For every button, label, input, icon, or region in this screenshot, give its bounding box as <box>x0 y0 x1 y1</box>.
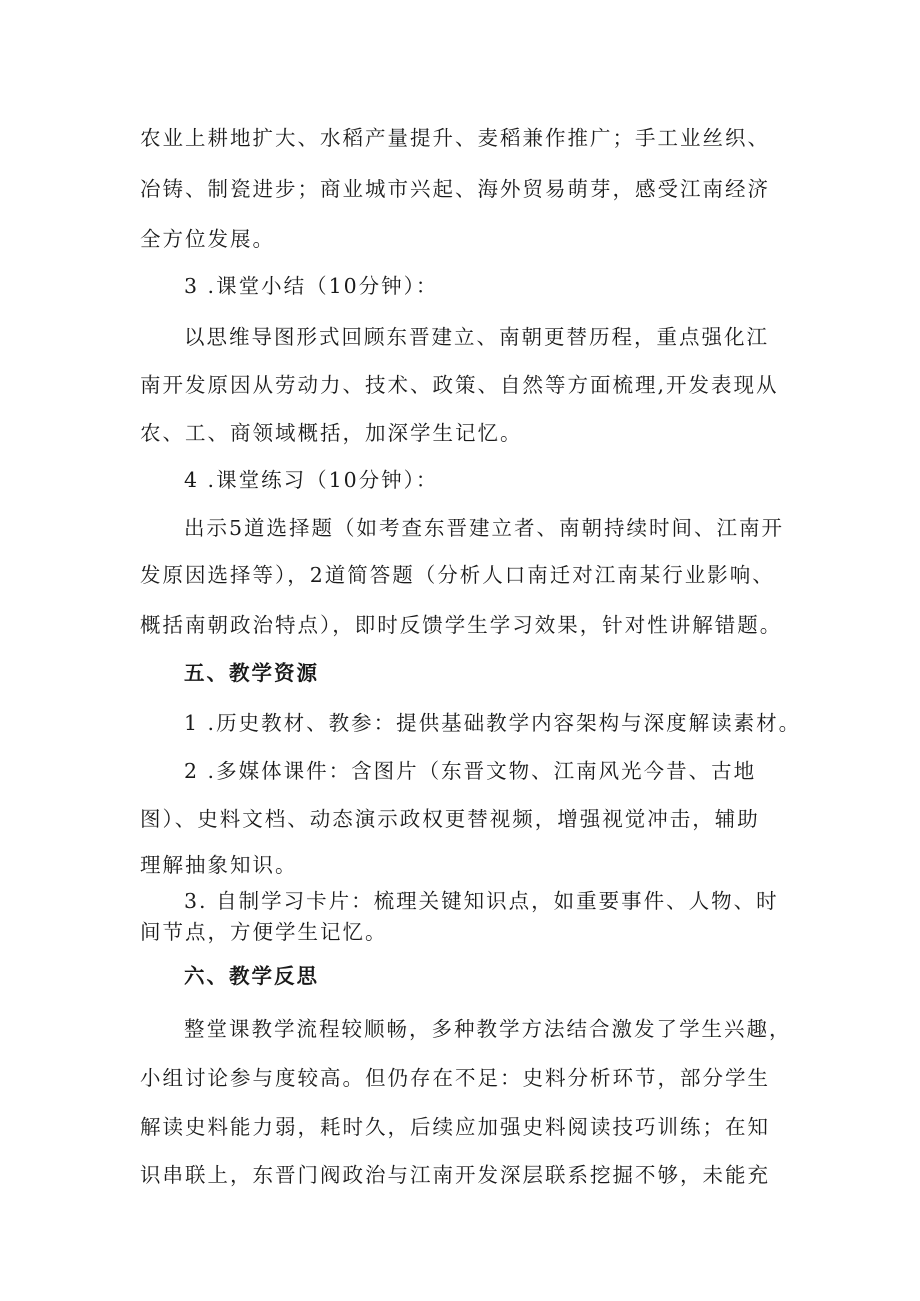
section-heading: 五、教学资源 <box>184 661 319 685</box>
body-text-line: 间节点，方便学生记忆。 <box>140 920 388 944</box>
body-text-line: 整堂课教学流程较顺畅，多种教学方法结合激发了学生兴趣， <box>184 1017 792 1041</box>
section-heading: 六、教学反思 <box>184 964 319 988</box>
body-text-line: 南开发原因从劳动力、技术、政策、自然等方面梳理,开发表现从 <box>140 373 779 397</box>
section-item-heading: 3 .课堂小结（10分钟）： <box>184 274 439 298</box>
body-text-line: 出示5道选择题（如考查东晋建立者、南朝持续时间、江南开 <box>184 516 785 540</box>
body-text-line: 图）、史料文档、动态演示政权更替视频，增强视觉冲击，辅助 <box>140 807 760 831</box>
body-text-line: 全方位发展。 <box>140 227 275 251</box>
body-text-line: 识串联上，东晋门阀政治与江南开发深层联系挖掘不够，未能充 <box>140 1163 770 1187</box>
body-text-line: 发原因选择等），2道简答题（分析人口南迁对江南某行业影响、 <box>140 563 775 587</box>
list-item: 1 .历史教材、教参：提供基础教学内容架构与深度解读素材。 <box>184 711 802 735</box>
list-item: 3. 自制学习卡片：梳理关键知识点，如重要事件、人物、时 <box>184 889 779 913</box>
body-text-line: 概括南朝政治特点），即时反馈学生学习效果，针对性讲解错题。 <box>140 613 783 637</box>
body-text-line: 冶铸、制瓷进步；商业城市兴起、海外贸易萌芽，感受江南经济 <box>140 177 770 201</box>
body-text-line: 农业上耕地扩大、水稻产量提升、麦稻兼作推广；手工业丝织、 <box>140 126 770 150</box>
body-text-line: 农、工、商领域概括，加深学生记忆。 <box>140 421 523 445</box>
list-item: 2 .多媒体课件：含图片（东晋文物、江南风光今昔、古地 <box>184 759 757 783</box>
body-text-line: 解读史料能力弱，耗时久，后续应加强史料阅读技巧训练；在知 <box>140 1115 770 1139</box>
body-text-line: 以思维导图形式回顾东晋建立、南朝更替历程，重点强化江 <box>184 325 769 349</box>
body-text-line: 理解抽象知识。 <box>140 853 298 877</box>
body-text-line: 小组讨论参与度较高。但仍存在不足：史料分析环节，部分学生 <box>140 1066 770 1090</box>
section-item-heading: 4 .课堂练习（10分钟）： <box>184 468 439 492</box>
